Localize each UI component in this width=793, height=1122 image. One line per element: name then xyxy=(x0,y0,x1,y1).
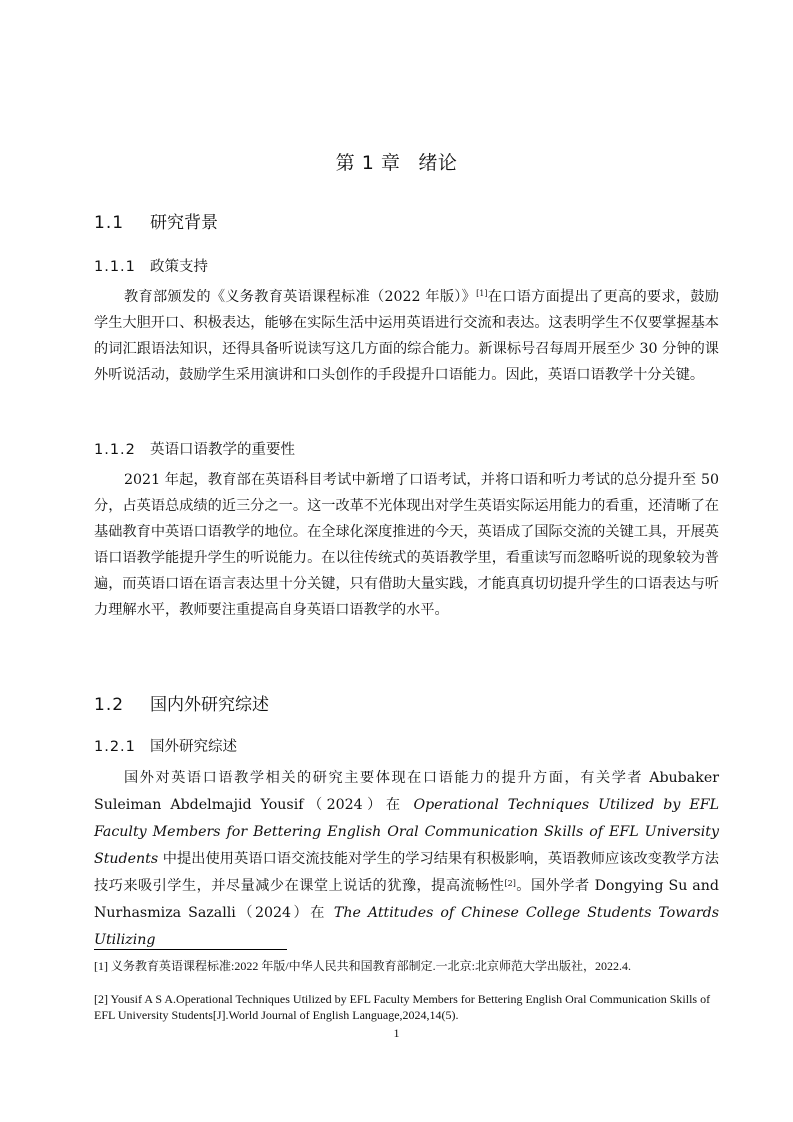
citation-ref-2[interactable]: [2] xyxy=(504,879,516,888)
section-title: 国内外研究综述 xyxy=(150,695,269,715)
footnote-1: [1] 义务教育英语课程标准:2022 年版/中华人民共和国教育部制定.一北京:北京师范大学出版社，2022.4. xyxy=(94,959,631,973)
cited-title-italic: The Attitudes of Chinese College Students Towards Utilizing xyxy=(94,905,719,948)
section-number: 1.2 xyxy=(94,695,125,715)
paragraph-oral-teaching-importance xyxy=(94,467,719,623)
section-heading-1-1 xyxy=(94,208,218,233)
citation-ref-1[interactable]: [1] xyxy=(476,289,488,298)
paragraph-foreign-research xyxy=(94,765,719,954)
section-title: 研究背景 xyxy=(150,213,218,233)
page-number: 1 xyxy=(393,1026,400,1040)
chapter-number: 第 1 章 xyxy=(335,152,401,174)
paragraph-text: 。国外学者 Dongying Su and Nurhasmiza Sazalli（2024）在 xyxy=(94,878,719,921)
chapter-name: 绪论 xyxy=(418,152,458,174)
subsection-heading-1-2-1 xyxy=(94,735,237,756)
section-heading-1-2 xyxy=(94,690,269,715)
subsection-heading-1-1-1 xyxy=(94,255,208,276)
paragraph-text: 中提出使用英语口语交流技能对学生的学习结果有积极影响，英语教师应该改变教学方法技巧来吸引学生，并尽量减少在课堂上说话的犹豫，提高流畅性 xyxy=(94,851,719,894)
footnote-2: [2] Yousif A S A.Operational Techniques Utilized by EFL Faculty Members for Bettering English Oral Communication Skills of EFL University Students[J].World Journal of English Language,2024,14(5). xyxy=(94,992,711,1022)
paragraph-text: 在口语方面提出了更高的要求，鼓励学生大胆开口、积极表达，能够在实际生活中运用英语进行交流和表达。这表明学生不仅要掌握基本的词汇跟语法知识，还得具备听说读写这几方面的综合能力。新课标号召每周开展至少 30 分钟的课外听说活动，鼓励学生采用演讲和口头创作的手段提升口语能力。因此，英语口语教学十分关键。 xyxy=(94,289,719,383)
paragraph-text: 教育部颁发的《义务教育英语课程标准（2022 年版）》 xyxy=(124,289,477,305)
subsection-number: 1.1.2 xyxy=(94,442,136,458)
subsection-number: 1.2.1 xyxy=(94,739,136,755)
subsection-number: 1.1.1 xyxy=(94,259,136,275)
subsection-title: 政策支持 xyxy=(150,259,208,275)
footnote-separator xyxy=(94,949,287,950)
subsection-title: 国外研究综述 xyxy=(150,739,237,755)
paragraph-policy-support xyxy=(94,284,719,388)
chapter-title xyxy=(0,148,793,175)
subsection-title: 英语口语教学的重要性 xyxy=(150,442,295,458)
section-number: 1.1 xyxy=(94,213,125,233)
subsection-heading-1-1-2 xyxy=(94,438,295,459)
paragraph-text: 2021 年起，教育部在英语科目考试中新增了口语考试，并将口语和听力考试的总分提升至 50 分，占英语总成绩的近三分之一。这一改革不光体现出对学生英语实际运用能力的看重，还清晰了在基础教育中英语口语教学的地位。在全球化深度推进的今天，英语成了国际交流的关键工具，开展英语口语教学能提升学生的听说能力。在以往传统式的英语教学里，看重读写而忽略听说的现象较为普遍，而英语口语在语言表达里十分关键，只有借助大量实践，才能真真切切提升学生的口语表达与听力理解水平，教师要注重提高自身英语口语教学的水平。 xyxy=(94,472,719,618)
paragraph-text: 国外对英语口语教学相关的研究主要体现在口语能力的提升方面，有关学者 Abubaker Suleiman Abdelmajid Yousif（2024）在 xyxy=(94,770,719,813)
cited-title-italic: Operational Techniques Utilized by EFL Faculty Members for Bettering English Oral Communication Skills of EFL University Students xyxy=(94,797,719,867)
